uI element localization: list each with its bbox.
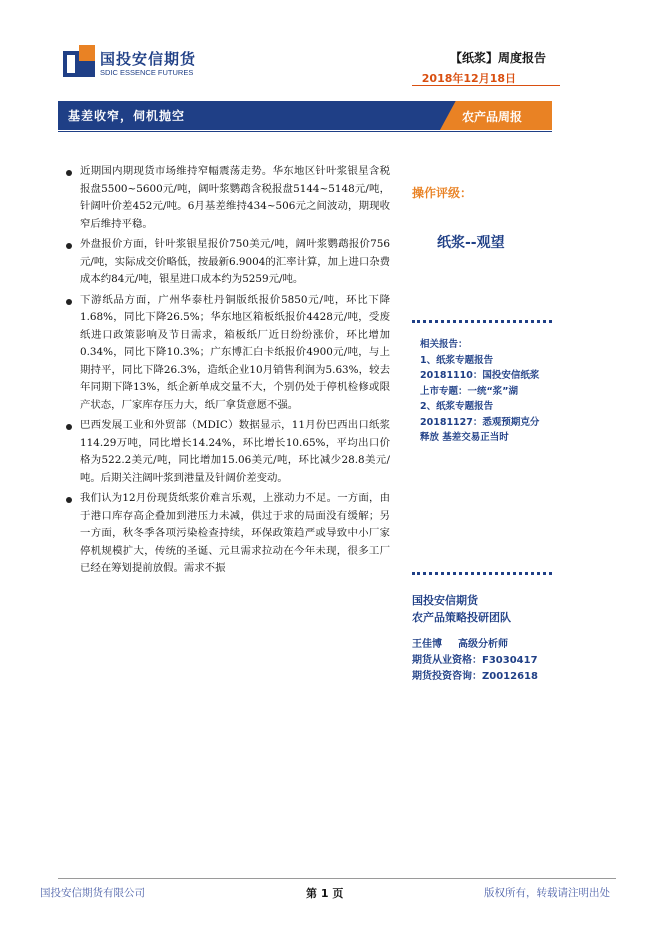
related-item[interactable]: 20181127：悉观预期克分释放 基差交易正当时 (420, 416, 540, 443)
paragraph-1 (64, 163, 390, 233)
report-title: 基差收窄，伺机抛空 (68, 109, 186, 123)
paragraph-4 (64, 417, 390, 487)
category-label: 农产品周报 (462, 110, 523, 124)
analyst-qualification: 期货从业资格：F3030417 (412, 655, 538, 666)
paragraph-3 (64, 292, 390, 415)
logo-text-cn: 国投安信期货 (100, 50, 197, 68)
paragraph-text: 下游纸品方面，广州华泰杜丹铜版纸报价5850元/吨，环比下降1.68%，同比下降26.5%；华东地区箱板纸报价4428元/吨，受废纸进口政策影响及节日需求，箱板纸厂近日纷纷涨价，环比增加0.34%，同比下降10.3%；广东博汇白卡纸报价4900元/吨，与上期持平，同比下降26.3%，造纸企业10月销售利润为5.63%，较去年同期下降13%，纸企新单成交量不大，个别仍处于停机检修或限产状态，厂家库存压力大，纸厂拿货意愿不强。 (80, 293, 390, 411)
related-item[interactable]: 20181110：国投安信纸浆上市专题：一统“浆”湖 (420, 370, 540, 397)
rating-label: 操作评级： (412, 186, 473, 200)
analyst-title: 高级分析师 (458, 639, 508, 650)
analyst-row (412, 637, 538, 653)
related-title: 相关报告： (420, 339, 468, 350)
footer-company: 国投安信期货有限公司 (40, 887, 145, 899)
team-info (412, 592, 511, 626)
paragraph-text: 我们认为12月份现货纸浆价难言乐观，上涨动力不足。一方面，由于港口库存高企叠加到港压力未减，供过于求的局面没有缓解；另一方面，秋冬季各项污染检查持续，环保政策趋严或导致中小厂家停机规模扩大，传统的圣诞、元旦需求拉动在今年未现，很多工厂已经在筹划提前放假。需求不振 (80, 492, 390, 574)
footer-divider (58, 878, 616, 879)
bullet-icon (66, 424, 72, 430)
sidebar-divider (412, 320, 552, 323)
bullet-icon (66, 243, 72, 249)
paragraph-2 (64, 236, 390, 289)
paragraph-text: 巴西发展工业和外贸部（MDIC）数据显示，11月份巴西出口纸浆114.29万吨，同比增长14.24%，环比增长10.65%，平均出口价格为522.2美元/吨，同比增加15.06美元/吨，环比减少28.8美元/吨。后期关注阔叶浆到港量及针阔价差变动。 (80, 419, 390, 484)
report-date: 2018年12月18日 (421, 72, 516, 85)
bullet-icon (66, 497, 72, 503)
paragraph-text: 外盘报价方面，针叶浆银星报价750美元/吨，阔叶浆鹦鹉报价756元/吨，实际成交价略低，按最新6.9004的汇率计算，加上进口杂费成本约84元/吨，银星进口成本约为5259元/吨。 (80, 238, 391, 285)
related-reports (420, 337, 545, 446)
banner-divider (58, 131, 552, 132)
logo-mark-icon (62, 44, 96, 78)
bullet-icon (66, 170, 72, 176)
logo-text-en: SDIC ESSENCE FUTURES (100, 68, 194, 77)
date-divider (412, 85, 560, 86)
rating-value: 纸浆--观望 (437, 235, 505, 251)
analyst-consulting: 期货投资咨询：Z0012618 (412, 671, 538, 682)
report-body (64, 163, 390, 581)
company-logo (62, 44, 212, 84)
report-type: 【纸浆】周度报告 (449, 51, 546, 65)
team-company: 国投安信期货 (412, 594, 478, 607)
analyst-name: 王佳博 (412, 639, 442, 650)
analyst-info (412, 637, 538, 685)
sidebar-divider (412, 572, 552, 575)
paragraph-5 (64, 490, 390, 578)
related-item[interactable]: 2、纸浆专题报告 (420, 401, 494, 412)
bullet-icon (66, 299, 72, 305)
page-number: 第 1 页 (306, 887, 344, 900)
related-item[interactable]: 1、纸浆专题报告 (420, 354, 494, 366)
footer-copyright: 版权所有，转载请注明出处 (484, 887, 610, 899)
paragraph-text: 近期国内期现货市场维持窄幅震荡走势。华东地区针叶浆银星含税报盘5500~5600元/吨，阔叶浆鹦鹉含税报盘5144~5148元/吨，针阔叶价差452元/吨。6月基差维持434~506元之间波动，期现收窄后维持平稳。 (80, 165, 390, 230)
team-name: 农产品策略投研团队 (412, 611, 511, 624)
